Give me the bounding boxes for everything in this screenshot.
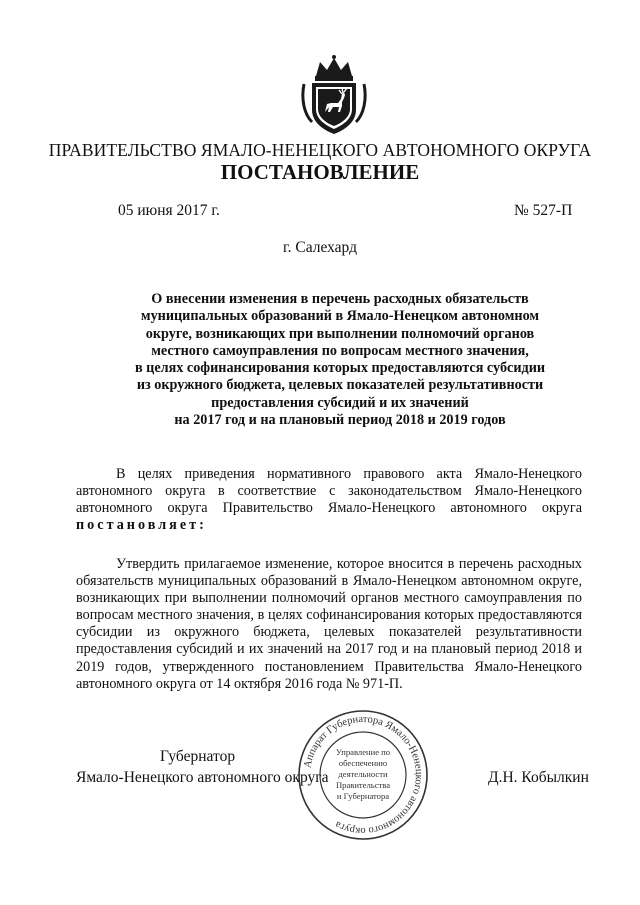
- title-line: муниципальных образований в Ямало-Ненецком автономном: [140, 308, 540, 325]
- title-line: в целях софинансирования которых предоставляются субсидии: [134, 360, 546, 377]
- document-type: ПОСТАНОВЛЕНИЕ: [220, 160, 420, 184]
- resolution-paragraph: Утвердить прилагаемое изменение, которое вносится в перечень расходных обязательств муниципальных образований в Ямало-Ненецком автономном округе, возникающих при выполнении полномочий органов местного самоуправления по вопросам местного значения, в целях софинансирования которых предоставляются субсидии из окружного бюджета, целевых показателей результативности предоставления субсидий и их значений на 2017 год и на плановый период 2018 и 2019 годов, утвержденного постановлением Правительства Ямало-Ненецкого автономного округа от 14 октября 2016 года № 971-П.: [76, 556, 582, 692]
- stamp-inner-line: деятельности: [338, 769, 388, 779]
- stamp-inner-line: обеспечению: [338, 758, 388, 768]
- title-line: на 2017 год и на плановый период 2018 и 2019 годов: [174, 412, 506, 429]
- title-line: местного самоуправления по вопросам местного значения,: [151, 342, 529, 359]
- official-stamp: [296, 708, 430, 842]
- document-date: 05 июня 2017 г.: [118, 202, 220, 219]
- stamp-inner-line: Правительства: [335, 780, 391, 790]
- preamble-text: В целях приведения нормативного правового акта Ямало-Ненецкого автономного округа в соответствие с законодательством Ямало-Ненецкого автономного округа Правительство Ямало-Ненецкого автономного округа: [76, 466, 582, 517]
- coat-of-arms-icon: [298, 54, 370, 136]
- resolves-keyword: постановляет:: [76, 517, 207, 534]
- government-name: ПРАВИТЕЛЬСТВО ЯМАЛО-НЕНЕЦКОГО АВТОНОМНОГО ОКРУГА: [48, 140, 592, 160]
- title-line: округе, возникающих при выполнении полномочий органов: [145, 325, 535, 342]
- document-title: [100, 291, 580, 429]
- signer-name: Д.Н. Кобылкин: [488, 769, 589, 786]
- title-line: из окружного бюджета, целевых показателей результативности: [136, 377, 544, 394]
- document-number: № 527-П: [514, 202, 573, 219]
- signer-title: Губернатор: [160, 748, 236, 765]
- preamble-paragraph: [76, 466, 582, 534]
- document-city: г. Салехард: [283, 239, 357, 256]
- title-line: О внесении изменения в перечень расходных обязательств: [151, 291, 529, 307]
- stamp-inner-line: и Губернатора: [336, 791, 390, 801]
- stamp-inner-line: Управление по: [335, 747, 391, 757]
- title-line: предоставления субсидий и их значений: [211, 394, 469, 411]
- stamp-ring-text: Аппарат Губернатора Ямало-Ненецкого автономного округа: [302, 713, 425, 837]
- signer-organization: Ямало-Ненецкого автономного округа: [76, 769, 329, 786]
